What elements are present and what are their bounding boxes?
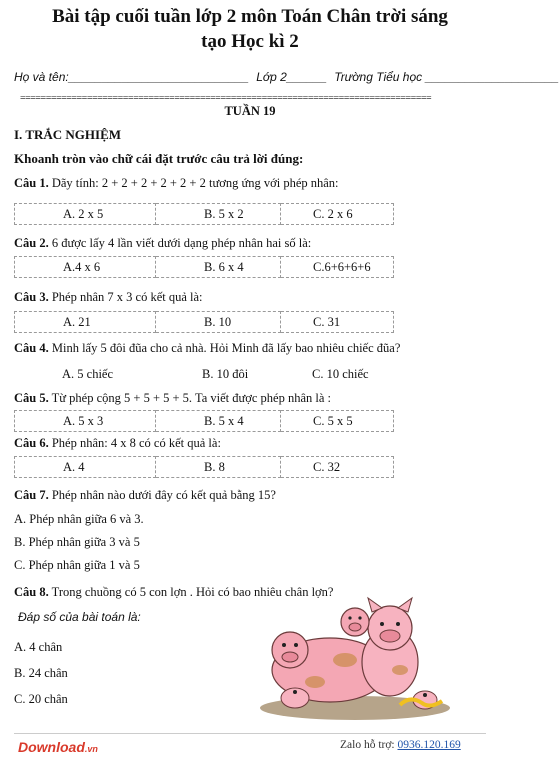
piglet-left bbox=[281, 688, 309, 708]
question-label: Câu 2. bbox=[14, 236, 49, 250]
option-b[interactable]: B. 5 x 4 bbox=[156, 411, 281, 432]
option-c[interactable]: C. 5 x 5 bbox=[281, 411, 394, 432]
option-c[interactable]: C.6+6+6+6 bbox=[281, 257, 394, 278]
zalo-phone-link[interactable]: 0936.120.169 bbox=[397, 739, 461, 751]
question-3 bbox=[14, 290, 203, 305]
options-table-q2 bbox=[14, 256, 394, 278]
question-label: Câu 6. bbox=[14, 436, 49, 450]
class-label: Lớp 2 bbox=[256, 70, 287, 84]
question-text: Dãy tính: 2 + 2 + 2 + 2 + 2 + 2 tương ứng với phép nhân: bbox=[51, 176, 339, 190]
question-7 bbox=[14, 488, 276, 503]
option-b[interactable]: B. 8 bbox=[156, 457, 281, 478]
download-logo[interactable]: Download.vn bbox=[18, 739, 98, 755]
pigs-illustration bbox=[250, 600, 455, 725]
pig-small-top bbox=[341, 608, 369, 636]
separator-line: ================================================================================ bbox=[20, 93, 432, 104]
section-heading: I. TRẮC NGHIỆM bbox=[14, 127, 122, 142]
question-text: Từ phép cộng 5 + 5 + 5 + 5. Ta viết được phép nhân là : bbox=[51, 391, 332, 405]
option-b[interactable]: B. 5 x 2 bbox=[156, 204, 281, 225]
student-info-line bbox=[14, 70, 559, 84]
question-1 bbox=[14, 176, 339, 191]
options-table-q5 bbox=[14, 410, 394, 432]
zalo-label: Zalo hỗ trợ: bbox=[340, 739, 395, 751]
question-text: Minh lấy 5 đôi đũa cho cả nhà. Hỏi Minh đã lấy bao nhiêu chiếc đũa? bbox=[51, 341, 401, 355]
name-label: Họ và tên: bbox=[14, 70, 69, 84]
pig-standing bbox=[362, 598, 418, 696]
option-c[interactable]: C. 2 x 6 bbox=[281, 204, 394, 225]
option-b[interactable]: B. 24 chân bbox=[14, 666, 68, 680]
question-text: Trong chuồng có 5 con lợn . Hỏi có bao nhiêu chân lợn? bbox=[51, 585, 334, 599]
options-table-q1 bbox=[14, 203, 394, 225]
page-title-line2: tạo Học kì 2 bbox=[201, 31, 299, 52]
option-a[interactable]: A. 4 bbox=[15, 457, 156, 478]
week-heading: TUẦN 19 bbox=[224, 104, 276, 118]
footer-divider bbox=[14, 733, 486, 734]
question-label: Câu 5. bbox=[14, 391, 49, 405]
school-label: Trường Tiểu học bbox=[334, 70, 423, 84]
answer-label: Đáp số của bài toán là: bbox=[18, 610, 141, 624]
option-c[interactable]: C. 20 chân bbox=[14, 692, 68, 706]
question-8 bbox=[14, 585, 333, 600]
question-label: Câu 1. bbox=[14, 176, 49, 190]
option-b[interactable]: B. 10 đôi bbox=[202, 367, 249, 381]
instruction: Khoanh tròn vào chữ cái đặt trước câu trả lời đúng: bbox=[14, 151, 304, 166]
school-blank: ____________________ bbox=[425, 70, 559, 84]
option-a[interactable]: A. 2 x 5 bbox=[15, 204, 156, 225]
question-label: Câu 7. bbox=[14, 488, 49, 502]
option-a[interactable]: A. 5 x 3 bbox=[15, 411, 156, 432]
option-c[interactable]: C. 31 bbox=[281, 312, 394, 333]
option-b[interactable]: B. 6 x 4 bbox=[156, 257, 281, 278]
option-b[interactable]: B. 10 bbox=[156, 312, 281, 333]
question-text: Phép nhân: 4 x 8 có có kết quả là: bbox=[51, 436, 221, 450]
question-text: Phép nhân 7 x 3 có kết quả là: bbox=[51, 290, 203, 304]
page-title: Bài tập cuối tuần lớp 2 môn Toán Chân trời sáng bbox=[52, 6, 448, 27]
question-6 bbox=[14, 436, 221, 451]
option-a[interactable]: A. 5 chiếc bbox=[62, 367, 114, 381]
class-blank: ______ bbox=[286, 70, 327, 84]
option-a[interactable]: A.4 x 6 bbox=[15, 257, 156, 278]
question-4 bbox=[14, 341, 400, 356]
option-c[interactable]: C. Phép nhân giữa 1 và 5 bbox=[14, 558, 140, 572]
question-label: Câu 4. bbox=[14, 341, 49, 355]
name-blank: ___________________________ bbox=[68, 70, 249, 84]
options-table-q3 bbox=[14, 311, 394, 333]
option-a[interactable]: A. Phép nhân giữa 6 và 3. bbox=[14, 512, 144, 526]
question-2 bbox=[14, 236, 311, 251]
option-c[interactable]: C. 32 bbox=[281, 457, 394, 478]
zalo-support bbox=[340, 739, 461, 751]
options-table-q6 bbox=[14, 456, 394, 478]
question-5 bbox=[14, 391, 331, 406]
option-a[interactable]: A. 21 bbox=[15, 312, 156, 333]
question-label: Câu 8. bbox=[14, 585, 49, 599]
option-b[interactable]: B. Phép nhân giữa 3 và 5 bbox=[14, 535, 140, 549]
option-c[interactable]: C. 10 chiếc bbox=[312, 367, 369, 381]
question-label: Câu 3. bbox=[14, 290, 49, 304]
question-text: 6 được lấy 4 lần viết dưới dạng phép nhân hai số là: bbox=[51, 236, 312, 250]
option-a[interactable]: A. 4 chân bbox=[14, 640, 63, 654]
question-text: Phép nhân nào dưới đây có kết quả bằng 15? bbox=[51, 488, 276, 502]
